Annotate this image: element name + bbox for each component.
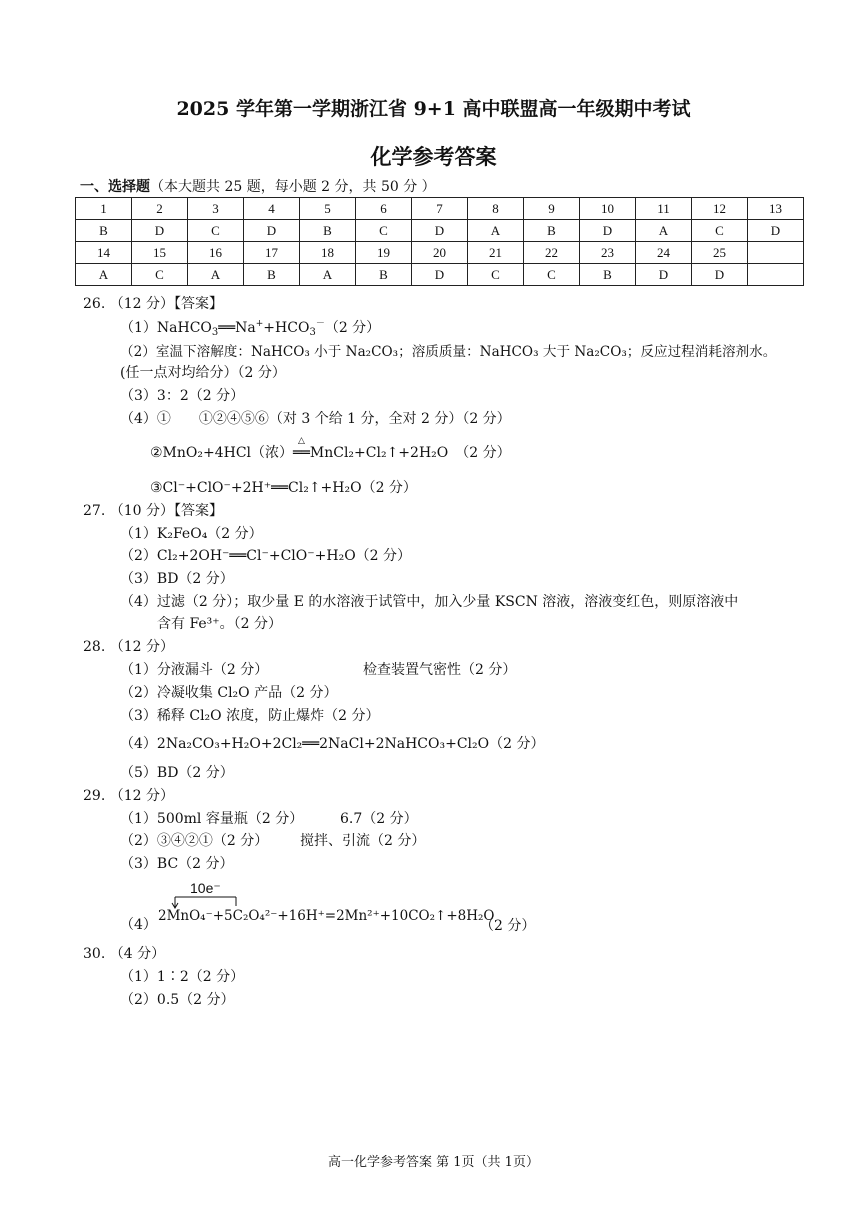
answer-cell: D [636,264,692,286]
section-heading [80,176,436,196]
q28-answer-1a: （1）分液漏斗（2 分） [120,662,269,678]
page-footer: 高一化学参考答案 第 1页（共 1页） [328,1155,539,1170]
answer-cell: B [244,264,300,286]
heat-arrow: △ ══ [293,436,310,461]
q28-answer-1b: 检查装置气密性（2 分） [363,662,517,678]
subscript: 3 [309,327,316,338]
q26-heading: 26. （12 分）【答案】 [83,296,223,312]
q29-answer-4-num: （4） [120,917,157,933]
q27-answer-4: （4）过滤（2 分）；取少量 E 的水溶液于试管中，加入少量 KSCN 溶液，溶液变红色，则原溶液中 [120,594,739,610]
answer-cell: D [692,264,748,286]
question-number-cell: 10 [580,198,636,220]
superscript: － [315,319,325,329]
answer-cell: D [132,220,188,242]
question-number-row [76,242,804,264]
q29-answer-2a: （2）③④②①（2 分） [120,833,269,849]
q28-answer-2: （2）冷凝收集 Cl₂O 产品（2 分） [120,685,338,701]
question-number-cell: 22 [524,242,580,264]
q29-answer-3: （3）BC（2 分） [120,856,234,872]
answer-cell: D [412,220,468,242]
q29-answer-2b: 搅拌、引流（2 分） [300,833,426,849]
q27-answer-1: （1）K₂FeO₄（2 分） [120,526,263,542]
question-number-cell: 18 [300,242,356,264]
question-number-cell: 12 [692,198,748,220]
answer-cell: A [188,264,244,286]
q30-heading: 30. （4 分） [83,946,166,962]
answer-cell: A [76,264,132,286]
answer-cell: B [356,264,412,286]
q26-text: ②MnO₂+4HCl（浓） [150,445,294,461]
question-number-cell: 15 [132,242,188,264]
electron-transfer-arrow [170,895,240,909]
q26-answer-4: （4）① ①②④⑤⑥（对 3 个给 1 分，全对 2 分）（2 分） [120,411,511,427]
q28-answer-3: （3）稀释 Cl₂O 浓度，防止爆炸（2 分） [120,708,380,724]
answer-table [75,197,804,286]
q27-answer-4b: 含有 Fe³⁺。（2 分） [157,616,283,632]
q29-answer-4-equation: 2MnO₄⁻+5C₂O₄²⁻+16H⁺=2Mn²⁺+10CO₂↑+8H₂O [158,908,495,924]
answer-cell: A [636,220,692,242]
question-number-cell: 13 [748,198,804,220]
answer-cell: B [580,264,636,286]
answer-cell: B [300,220,356,242]
answer-cell [748,264,804,286]
q29-heading: 29. （12 分） [83,788,174,804]
question-number-cell: 5 [300,198,356,220]
question-number-cell: 8 [468,198,524,220]
answer-cell: B [524,220,580,242]
answer-row [76,220,804,242]
question-number-row [76,198,804,220]
section-note: （本大题共 25 题，每小题 2 分，共 50 分 ） [150,179,436,195]
q26-answer-2b: (任一点对均给分）（2 分） [120,365,286,381]
question-number-cell: 4 [244,198,300,220]
q26-answer-4-eq2 [150,436,511,462]
answer-cell: A [468,220,524,242]
answer-cell: C [468,264,524,286]
question-number-cell: 23 [580,242,636,264]
question-number-cell: 3 [188,198,244,220]
question-number-cell: 17 [244,242,300,264]
question-number-cell: 19 [356,242,412,264]
answer-cell: A [300,264,356,286]
q28-answer-4: （4）2Na₂CO₃+H₂O+2Cl₂══2NaCl+2NaHCO₃+Cl₂O（2 分） [120,736,545,752]
answer-cell: C [356,220,412,242]
q26-text: （2 分） [324,320,381,336]
question-number-cell [748,242,804,264]
answer-cell: D [412,264,468,286]
question-number-cell: 11 [636,198,692,220]
q26-text: +HCO [263,320,310,336]
q30-answer-1: （1）1∶2（2 分） [120,969,245,985]
q28-answer-5: （5）BD（2 分） [120,765,234,781]
answer-row [76,264,804,286]
heat-symbol: △ [297,436,305,446]
question-number-cell: 16 [188,242,244,264]
q26-answer-4-eq3: ③Cl⁻+ClO⁻+2H⁺══Cl₂↑+H₂O（2 分） [150,480,417,496]
q30-answer-2: （2）0.5（2 分） [120,992,235,1008]
q27-heading: 27. （10 分）【答案】 [83,503,223,519]
q26-text: ══Na [218,320,256,336]
question-number-cell: 2 [132,198,188,220]
question-number-cell: 25 [692,242,748,264]
question-number-cell: 9 [524,198,580,220]
q26-text: （1）NaHCO [120,320,212,336]
question-number-cell: 20 [412,242,468,264]
q26-answer-2: （2）室温下溶解度：NaHCO₃ 小于 Na₂CO₃；溶质质量：NaHCO₃ 大于 Na₂CO₃；反应过程消耗溶剂水。 [120,344,777,360]
question-number-cell: 6 [356,198,412,220]
q27-answer-2: （2）Cl₂+2OH⁻══Cl⁻+ClO⁻+H₂O（2 分） [120,548,412,564]
q26-text: MnCl₂+Cl₂↑+2H₂O （2 分） [309,445,511,461]
answer-cell: C [692,220,748,242]
answer-cell: B [76,220,132,242]
answer-cell: C [188,220,244,242]
question-number-cell: 24 [636,242,692,264]
q28-heading: 28. （12 分） [83,639,174,655]
question-number-cell: 7 [412,198,468,220]
document-title: 2025 学年第一学期浙江省 9+1 高中联盟高一年级期中考试 [176,98,691,120]
document-subtitle: 化学参考答案 [370,144,497,169]
q26-answer-3: （3）3：2（2 分） [120,388,245,404]
answer-cell: D [580,220,636,242]
answer-cell: C [524,264,580,286]
answer-cell: C [132,264,188,286]
subscript: 3 [211,327,219,338]
question-number-cell: 14 [76,242,132,264]
q29-answer-1b: 6.7（2 分） [340,811,418,827]
answer-cell: D [244,220,300,242]
superscript: + [255,319,264,329]
q29-answer-4-score: （2 分） [480,918,536,934]
electron-transfer-label: 10e⁻ [190,880,221,896]
q29-answer-1a: （1）500ml 容量瓶（2 分） [120,811,304,827]
q26-answer-1 [120,317,380,337]
section-label: 一、选择题 [80,179,150,195]
question-number-cell: 1 [76,198,132,220]
q27-answer-3: （3）BD（2 分） [120,571,234,587]
answer-cell: D [748,220,804,242]
question-number-cell: 21 [468,242,524,264]
